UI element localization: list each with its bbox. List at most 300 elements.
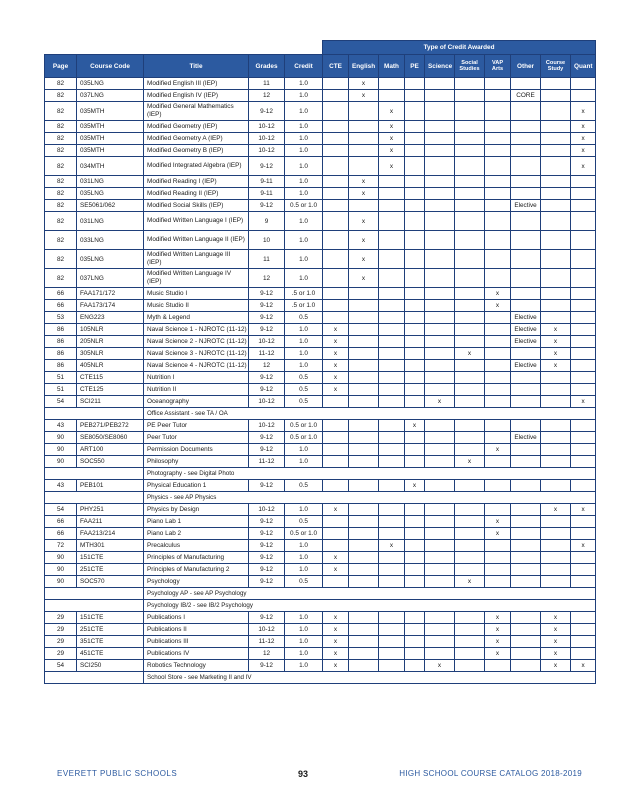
cell-vap-arts (485, 78, 511, 90)
cell-english (349, 576, 379, 588)
cell-other (511, 231, 541, 250)
cell-credit: 1.0 (285, 78, 323, 90)
cell-other (511, 372, 541, 384)
cell-page: 90 (45, 432, 77, 444)
cell-cte: x (323, 384, 349, 396)
cell-course-study: x (541, 612, 571, 624)
cell-cte (323, 300, 349, 312)
cell-math: x (379, 102, 405, 121)
cell-vap-arts (485, 552, 511, 564)
cell-social-studies (455, 372, 485, 384)
cell-grades: 11 (249, 78, 285, 90)
cell-cte (323, 420, 349, 432)
cell-science: x (425, 660, 455, 672)
cell-quant (571, 188, 596, 200)
cell-english: x (349, 231, 379, 250)
cell-science (425, 612, 455, 624)
cell-social-studies (455, 552, 485, 564)
cell-vap-arts (485, 200, 511, 212)
cell-math (379, 269, 405, 288)
cell-quant (571, 552, 596, 564)
cell-vap-arts (485, 145, 511, 157)
course-row (45, 444, 596, 456)
cell-title: Naval Science 3 - NJROTC (11-12) (144, 348, 249, 360)
cell-vap-arts: x (485, 648, 511, 660)
cell-quant (571, 384, 596, 396)
cell-english (349, 480, 379, 492)
column-header-english: English (349, 55, 379, 78)
cell-quant: x (571, 660, 596, 672)
cell-page: 86 (45, 336, 77, 348)
cell-other (511, 288, 541, 300)
cell-english (349, 372, 379, 384)
cell-english (349, 336, 379, 348)
course-row (45, 636, 596, 648)
cell-vap-arts (485, 312, 511, 324)
cell-course-code: 405NLR (77, 360, 144, 372)
cell-english: x (349, 269, 379, 288)
cell-course-study (541, 176, 571, 188)
cell-course-code: ENG223 (77, 312, 144, 324)
cell-course-study (541, 576, 571, 588)
cell-math (379, 231, 405, 250)
course-row (45, 348, 596, 360)
cell-math (379, 288, 405, 300)
cell-title: Modified Written Language IV (IEP) (144, 269, 249, 288)
course-row (45, 288, 596, 300)
cell-math (379, 528, 405, 540)
cell-cte (323, 176, 349, 188)
cell-science (425, 504, 455, 516)
cell-science (425, 300, 455, 312)
cell-math (379, 396, 405, 408)
cell-credit: 1.0 (285, 612, 323, 624)
cell-other (511, 269, 541, 288)
cell-course-code: 035MTH (77, 145, 144, 157)
cell-title: Modified Reading II (IEP) (144, 188, 249, 200)
cell-cte: x (323, 612, 349, 624)
cell-course-code: 351CTE (77, 636, 144, 648)
course-row (45, 102, 596, 121)
cell-math (379, 78, 405, 90)
column-header-math: Math (379, 55, 405, 78)
see-also-note: Photography - see Digital Photo (144, 468, 596, 480)
course-row (45, 231, 596, 250)
header-spacer (45, 41, 323, 55)
course-row (45, 564, 596, 576)
cell-other: Elective (511, 336, 541, 348)
cell-english (349, 624, 379, 636)
cell-english: x (349, 78, 379, 90)
cell-social-studies (455, 250, 485, 269)
cell-title: Modified Written Language I (IEP) (144, 212, 249, 231)
cell-page: 51 (45, 384, 77, 396)
cell-vap-arts (485, 157, 511, 176)
cell-science (425, 624, 455, 636)
column-header-page: Page (45, 55, 77, 78)
cell-course-code: 251CTE (77, 564, 144, 576)
cell-credit: 1.0 (285, 269, 323, 288)
cell-vap-arts (485, 420, 511, 432)
cell-course-study (541, 157, 571, 176)
cell-english: x (349, 212, 379, 231)
cell-page: 86 (45, 360, 77, 372)
cell-page: 51 (45, 372, 77, 384)
column-header-quant: Quant (571, 55, 596, 78)
cell-social-studies (455, 360, 485, 372)
cell-vap-arts (485, 480, 511, 492)
cell-english (349, 145, 379, 157)
cell-course-study: x (541, 624, 571, 636)
credit-group-row (45, 41, 596, 55)
cell-title: Physics by Design (144, 504, 249, 516)
cell-math (379, 360, 405, 372)
cell-pe (405, 133, 425, 145)
cell-english (349, 121, 379, 133)
cell-english (349, 420, 379, 432)
cell-course-study (541, 540, 571, 552)
cell-other (511, 552, 541, 564)
cell-social-studies (455, 90, 485, 102)
cell-math (379, 312, 405, 324)
cell-pe (405, 504, 425, 516)
cell-title: Psychology (144, 576, 249, 588)
note-spacer (45, 492, 144, 504)
cell-title: Modified Geometry B (IEP) (144, 145, 249, 157)
cell-cte (323, 231, 349, 250)
cell-quant: x (571, 121, 596, 133)
see-also-row (45, 672, 596, 684)
cell-math (379, 564, 405, 576)
note-spacer (45, 672, 144, 684)
cell-math: x (379, 133, 405, 145)
cell-grades: 9-12 (249, 372, 285, 384)
cell-other (511, 121, 541, 133)
cell-english: x (349, 90, 379, 102)
cell-page: 82 (45, 121, 77, 133)
cell-social-studies (455, 396, 485, 408)
cell-page: 82 (45, 269, 77, 288)
cell-page: 66 (45, 516, 77, 528)
cell-vap-arts (485, 121, 511, 133)
cell-science (425, 324, 455, 336)
cell-vap-arts (485, 540, 511, 552)
cell-course-code: FAA211 (77, 516, 144, 528)
cell-cte (323, 269, 349, 288)
cell-pe (405, 636, 425, 648)
cell-quant (571, 212, 596, 231)
cell-page: 82 (45, 200, 77, 212)
cell-title: Oceanography (144, 396, 249, 408)
cell-math (379, 552, 405, 564)
cell-cte (323, 133, 349, 145)
cell-math (379, 420, 405, 432)
cell-quant (571, 516, 596, 528)
cell-cte (323, 250, 349, 269)
cell-credit: 1.0 (285, 348, 323, 360)
cell-math (379, 200, 405, 212)
cell-social-studies (455, 384, 485, 396)
cell-cte (323, 121, 349, 133)
cell-course-study: x (541, 636, 571, 648)
cell-science (425, 432, 455, 444)
cell-vap-arts (485, 564, 511, 576)
cell-page: 82 (45, 78, 77, 90)
cell-cte (323, 432, 349, 444)
cell-grades: 9-12 (249, 516, 285, 528)
cell-math (379, 480, 405, 492)
cell-science (425, 648, 455, 660)
column-header-science: Science (425, 55, 455, 78)
cell-vap-arts: x (485, 288, 511, 300)
course-row (45, 504, 596, 516)
cell-other (511, 624, 541, 636)
cell-science (425, 636, 455, 648)
cell-credit: 1.0 (285, 145, 323, 157)
cell-credit: 1.0 (285, 456, 323, 468)
cell-grades: 9-12 (249, 300, 285, 312)
cell-credit: 0.5 (285, 576, 323, 588)
cell-other (511, 188, 541, 200)
cell-vap-arts (485, 90, 511, 102)
cell-quant (571, 78, 596, 90)
note-spacer (45, 468, 144, 480)
cell-cte: x (323, 660, 349, 672)
cell-title: Nutrition I (144, 372, 249, 384)
see-also-row (45, 492, 596, 504)
cell-grades: 9-12 (249, 102, 285, 121)
cell-pe (405, 102, 425, 121)
cell-page: 54 (45, 504, 77, 516)
cell-science (425, 372, 455, 384)
cell-other (511, 145, 541, 157)
cell-english (349, 200, 379, 212)
cell-grades: 9-12 (249, 312, 285, 324)
cell-grades: 9-12 (249, 324, 285, 336)
cell-science (425, 231, 455, 250)
cell-english (349, 396, 379, 408)
cell-title: Piano Lab 1 (144, 516, 249, 528)
cell-title: Principles of Manufacturing (144, 552, 249, 564)
cell-cte (323, 212, 349, 231)
cell-page: 29 (45, 648, 77, 660)
cell-quant (571, 576, 596, 588)
cell-grades: 12 (249, 648, 285, 660)
cell-other (511, 612, 541, 624)
cell-quant: x (571, 102, 596, 121)
cell-pe (405, 312, 425, 324)
see-also-note: Physics - see AP Physics (144, 492, 596, 504)
cell-vap-arts (485, 212, 511, 231)
cell-social-studies (455, 188, 485, 200)
cell-course-study (541, 552, 571, 564)
cell-credit: 1.0 (285, 176, 323, 188)
cell-science (425, 360, 455, 372)
cell-course-code: 035LNG (77, 78, 144, 90)
cell-title: Modified Social Skills (IEP) (144, 200, 249, 212)
cell-cte (323, 188, 349, 200)
cell-quant: x (571, 504, 596, 516)
cell-quant (571, 300, 596, 312)
cell-vap-arts: x (485, 444, 511, 456)
cell-credit: 1.0 (285, 231, 323, 250)
cell-vap-arts (485, 250, 511, 269)
course-row (45, 624, 596, 636)
cell-credit: 1.0 (285, 157, 323, 176)
cell-course-study: x (541, 360, 571, 372)
cell-page: 82 (45, 176, 77, 188)
cell-math (379, 250, 405, 269)
cell-other (511, 133, 541, 145)
cell-grades: 9-12 (249, 576, 285, 588)
cell-course-code: MTH301 (77, 540, 144, 552)
cell-course-code: 151CTE (77, 612, 144, 624)
cell-vap-arts (485, 102, 511, 121)
cell-vap-arts (485, 176, 511, 188)
cell-vap-arts (485, 384, 511, 396)
cell-english (349, 660, 379, 672)
cell-title: Music Studio II (144, 300, 249, 312)
cell-quant (571, 269, 596, 288)
cell-course-study: x (541, 324, 571, 336)
cell-course-code: SCI250 (77, 660, 144, 672)
course-row (45, 360, 596, 372)
cell-social-studies: x (455, 348, 485, 360)
cell-course-code: CTE125 (77, 384, 144, 396)
cell-vap-arts (485, 396, 511, 408)
cell-cte (323, 200, 349, 212)
cell-math (379, 90, 405, 102)
cell-course-code: PEB101 (77, 480, 144, 492)
course-row (45, 269, 596, 288)
cell-english (349, 516, 379, 528)
cell-pe (405, 324, 425, 336)
cell-course-code: SCI211 (77, 396, 144, 408)
cell-social-studies (455, 288, 485, 300)
cell-course-code: ART100 (77, 444, 144, 456)
cell-course-code: 035LNG (77, 188, 144, 200)
cell-other: Elective (511, 312, 541, 324)
cell-grades: 9-12 (249, 612, 285, 624)
cell-other (511, 540, 541, 552)
cell-title: Modified Geometry (IEP) (144, 121, 249, 133)
cell-social-studies (455, 564, 485, 576)
cell-course-code: 205NLR (77, 336, 144, 348)
cell-science (425, 552, 455, 564)
cell-social-studies (455, 121, 485, 133)
cell-social-studies (455, 636, 485, 648)
cell-quant (571, 250, 596, 269)
cell-pe (405, 552, 425, 564)
course-row (45, 212, 596, 231)
cell-title: Modified Integrated Algebra (IEP) (144, 157, 249, 176)
cell-page: 82 (45, 90, 77, 102)
cell-quant (571, 288, 596, 300)
cell-grades: 11 (249, 250, 285, 269)
cell-english (349, 612, 379, 624)
cell-vap-arts: x (485, 528, 511, 540)
cell-credit: 1.0 (285, 188, 323, 200)
cell-credit: 1.0 (285, 121, 323, 133)
cell-vap-arts (485, 456, 511, 468)
cell-social-studies (455, 78, 485, 90)
cell-page: 29 (45, 624, 77, 636)
cell-science: x (425, 396, 455, 408)
cell-grades: 10-12 (249, 420, 285, 432)
see-also-note: Psychology AP - see AP Psychology (144, 588, 596, 600)
cell-cte: x (323, 552, 349, 564)
cell-credit: 1.0 (285, 552, 323, 564)
cell-title: Myth & Legend (144, 312, 249, 324)
cell-math (379, 636, 405, 648)
cell-pe (405, 576, 425, 588)
cell-math (379, 348, 405, 360)
cell-course-study (541, 121, 571, 133)
course-row (45, 324, 596, 336)
cell-title: Naval Science 2 - NJROTC (11-12) (144, 336, 249, 348)
course-row (45, 200, 596, 212)
cell-quant (571, 528, 596, 540)
cell-science (425, 250, 455, 269)
cell-credit: 1.0 (285, 212, 323, 231)
cell-title: Publications IV (144, 648, 249, 660)
cell-social-studies (455, 176, 485, 188)
cell-cte: x (323, 324, 349, 336)
course-row (45, 157, 596, 176)
cell-other: Elective (511, 432, 541, 444)
cell-credit: 1.0 (285, 564, 323, 576)
cell-credit: 0.5 or 1.0 (285, 200, 323, 212)
cell-other (511, 564, 541, 576)
cell-pe (405, 564, 425, 576)
cell-science (425, 384, 455, 396)
see-also-note: School Store - see Marketing II and IV (144, 672, 596, 684)
cell-page: 66 (45, 528, 77, 540)
cell-english (349, 312, 379, 324)
cell-course-study (541, 250, 571, 269)
cell-quant (571, 456, 596, 468)
cell-credit: 1.0 (285, 324, 323, 336)
cell-credit: 1.0 (285, 660, 323, 672)
note-spacer (45, 408, 144, 420)
cell-grades: 9-12 (249, 200, 285, 212)
cell-quant: x (571, 133, 596, 145)
cell-quant: x (571, 396, 596, 408)
cell-pe (405, 176, 425, 188)
cell-page: 90 (45, 444, 77, 456)
cell-cte (323, 444, 349, 456)
footer-page-number: 93 (298, 769, 309, 779)
column-header-pe: PE (405, 55, 425, 78)
see-also-note: Psychology IB/2 - see IB/2 Psychology (144, 600, 596, 612)
cell-quant (571, 636, 596, 648)
cell-course-study (541, 200, 571, 212)
cell-social-studies (455, 624, 485, 636)
cell-page: 66 (45, 288, 77, 300)
cell-credit: .5 or 1.0 (285, 288, 323, 300)
cell-grades: 9-12 (249, 444, 285, 456)
cell-english (349, 648, 379, 660)
cell-cte (323, 78, 349, 90)
cell-course-code: 033LNG (77, 231, 144, 250)
see-also-note: Office Assistant - see TA / OA (144, 408, 596, 420)
course-row (45, 121, 596, 133)
course-row (45, 145, 596, 157)
course-row (45, 176, 596, 188)
course-row (45, 250, 596, 269)
cell-page: 82 (45, 231, 77, 250)
cell-math: x (379, 145, 405, 157)
